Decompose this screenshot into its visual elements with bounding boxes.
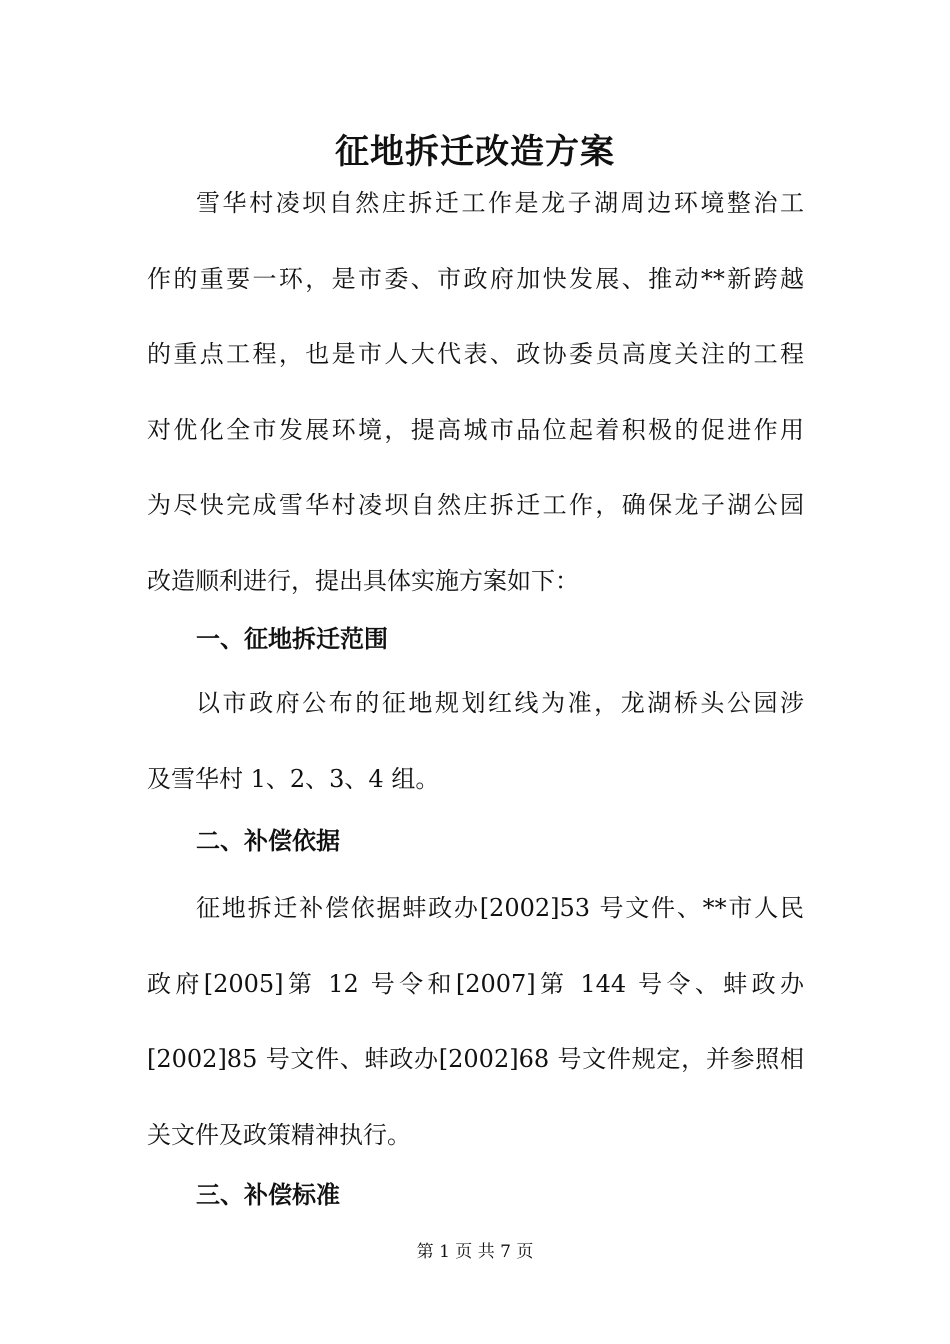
paragraph-line: 以市政府公布的征地规划红线为准，龙湖桥头公园涉	[196, 689, 804, 717]
intro-paragraph	[147, 166, 804, 619]
paragraph-line: 对优化全市发展环境，提高城市品位起着积极的促进作用	[147, 415, 804, 444]
paragraph-line: [2002]85 号文件、蚌政办[2002]68 号文件规定，并参照相	[147, 1045, 804, 1073]
paragraph-line: 雪华村凌坝自然庄拆迁工作是龙子湖周边环境整治工	[196, 189, 804, 217]
section-heading-scope: 一、征地拆迁范围	[196, 625, 388, 653]
paragraph-line: 及雪华村 1、2、3、4 组。	[147, 764, 440, 793]
section-basis-paragraph	[147, 871, 804, 1173]
page-footer: 第 1 页 共 7 页	[416, 1242, 534, 1262]
paragraph-line: 征地拆迁补偿依据蚌政办[2002]53 号文件、**市人民	[196, 894, 804, 922]
paragraph-line: 的重点工程，也是市人大代表、政协委员高度关注的工程	[147, 340, 804, 368]
paragraph-line: 作的重要一环，是市委、市政府加快发展、推动**新跨越	[147, 264, 804, 293]
section-heading-basis: 二、补偿依据	[196, 827, 340, 855]
paragraph-line: 改造顺利进行，提出具体实施方案如下：	[147, 566, 579, 595]
section-scope-paragraph	[147, 666, 804, 817]
paragraph-line: 政府[2005]第 12 号令和[2007]第 144 号令、蚌政办	[147, 969, 804, 998]
paragraph-line: 为尽快完成雪华村凌坝自然庄拆迁工作，确保龙子湖公园	[147, 491, 804, 519]
document-title: 征地拆迁改造方案	[335, 132, 615, 172]
paragraph-line: 关文件及政策精神执行。	[147, 1120, 411, 1149]
section-heading-standard: 三、补偿标准	[196, 1181, 340, 1209]
